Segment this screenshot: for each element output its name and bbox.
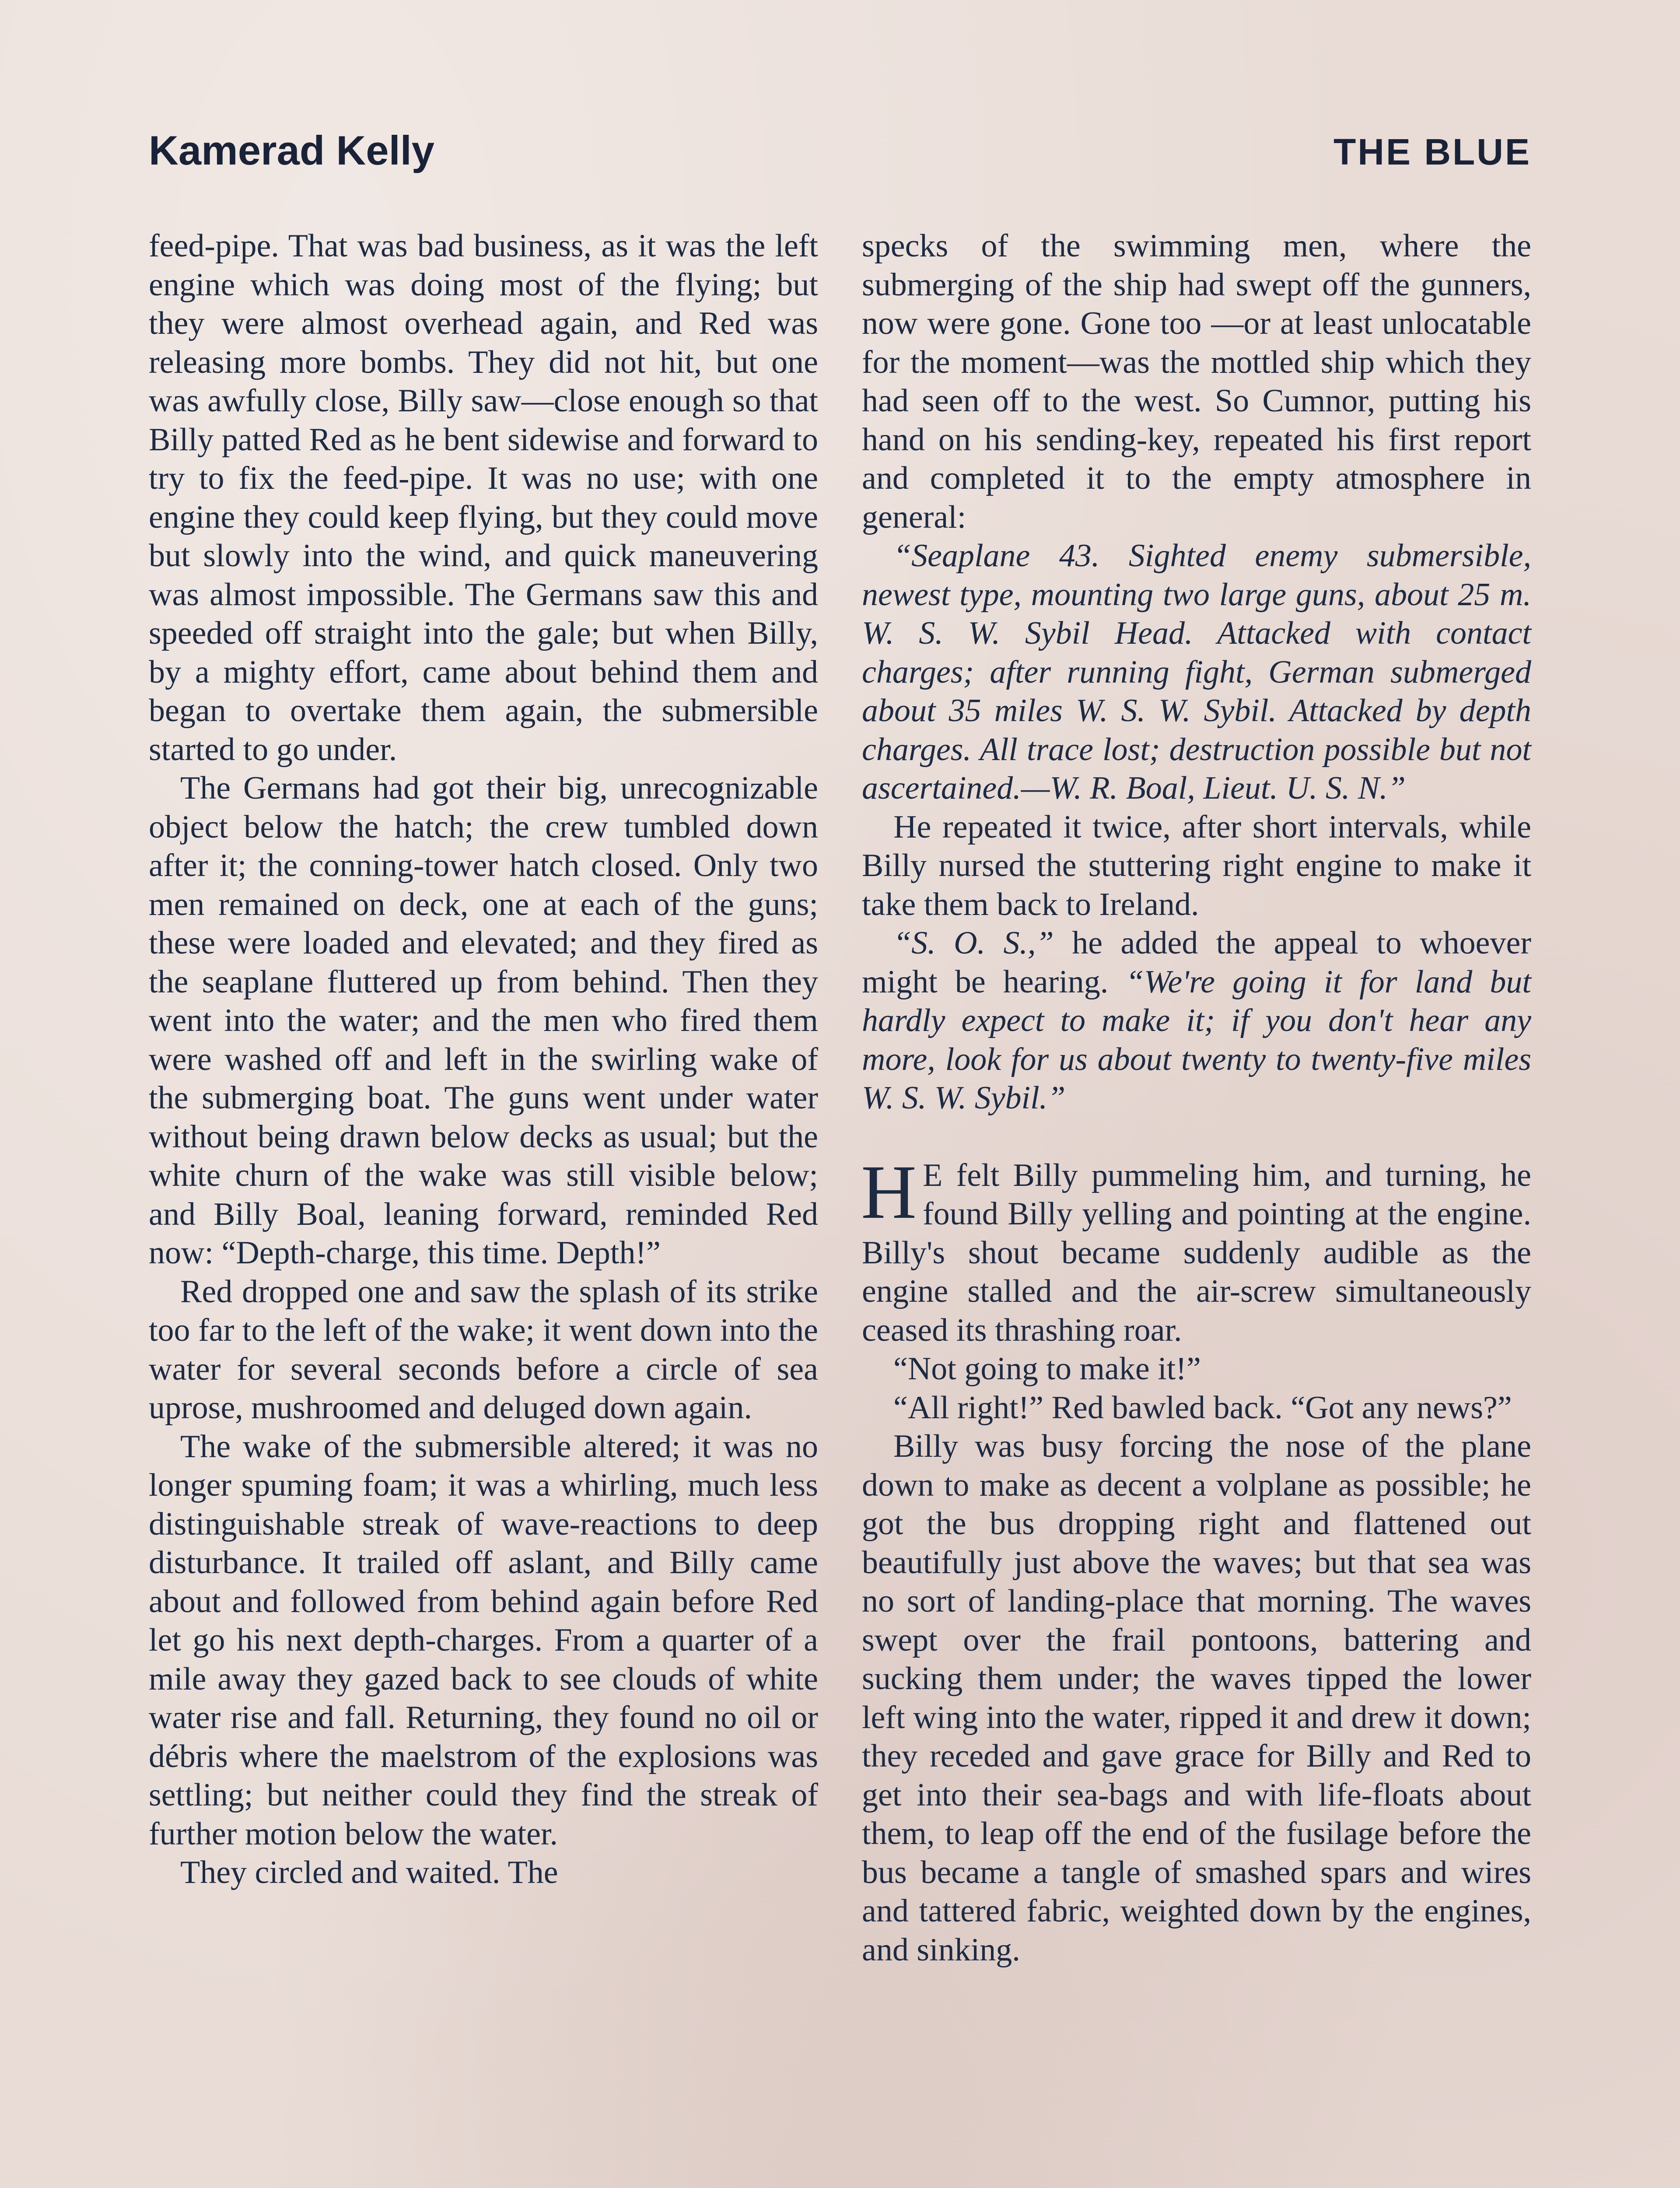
drop-cap: H xyxy=(861,1149,917,1235)
paragraph xyxy=(862,924,1531,1118)
paragraph: The wake of the submersible altered; it was no longer spuming foam; it was a whirling, much less distinguishable streak of wave-reactions to deep disturbance. It trailed off aslant, and Billy came about and followed from behind again before Red let go his next depth-charges. From a quarter of a mile away they gazed back to see clouds of white water rise and fall. Returning, they found no oil or débris where the maelstrom of the explosions was settling; but neither could they find the streak of further motion below the water. xyxy=(149,1428,818,1852)
paragraph: Red dropped one and saw the splash of its strike too far to the left of the wake; it went down into the water for several seconds before a circle of sea uprose, mushroomed and deluged down again. xyxy=(149,1273,818,1426)
story-title: Kamerad Kelly xyxy=(149,127,435,173)
paragraph: “All right!” Red bawled back. “Got any news?” xyxy=(893,1389,1512,1426)
sos-message: “We're going it for land but hardly expect to make it; if you don't hear any more, look for us about twenty to twenty-five miles W. S. W. Sybil.” xyxy=(862,964,1531,1116)
section-opening-text: E felt Billy pummeling him, and turning, he found Billy yelling and pointing at the engine. Billy's shout became suddenly audible as the engine stalled and the air-screw simultaneously ceased its thrashing roar. xyxy=(862,1157,1531,1348)
paragraph: The Germans had got their big, unrecognizable object below the hatch; the crew tumbled down after it; the conning-tower hatch closed. Only two men remained on deck, one at each of the guns; these were loaded and elevated; and they fired as the seaplane fluttered up from behind. Then they went into the water; and the men who fired them were washed off and left in the swirling wake of the submerging boat. The guns went under water without being drawn below decks as usual; but the white churn of the wake was still visible below; and Billy Boal, leaning forward, reminded Red now: “Depth-charge, this time. Depth!” xyxy=(149,770,818,1271)
section-opening xyxy=(861,1149,1531,1350)
paragraph: Billy was busy forcing the nose of the plane down to make as decent a volplane as possible; he got the bus dropping right and flattened out beautifully just above the waves; but that sea was no sort of landing-place that morning. The waves swept over the frail pontoons, battering and sucking them under; the waves tipped the lower left wing into the water, ripped it and drew it down; they receded and gave grace for Billy and Red to get into their sea-bags and with life-floats about them, to leap off the end of the fusilage before the bus became a tangle of smashed spars and wires and tattered fabric, weighted down by the engines, and sinking. xyxy=(862,1428,1531,1968)
magazine-name: THE BLUE xyxy=(1334,131,1531,172)
radio-message-text: “Seaplane 43. Sighted enemy submersible, newest type, mounting two large guns, about 25 m. W. S. W. Sybil Head. Attacked with contact charges; after running fight, German submerged about 35 miles W. S. W. Sybil. Attacked by depth charges. All trace lost; destruction possible but not ascertained.—W. R. Boal, Lieut. U. S. N.” xyxy=(862,538,1531,806)
paragraph: feed-pipe. That was bad business, as it was the left engine which was doing most of the flying; but they were almost overhead again, and Red was releasing more bombs. They did not hit, but one was awfully close, Billy saw—close enough so that Billy patted Red as he bent sidewise and forward to try to fix the feed-pipe. It was no use; with one engine they could keep flying, but they could move but slowly into the wind, and quick maneuvering was almost impossible. The Germans saw this and speeded off straight into the gale; but when Billy, by a mighty effort, came about behind them and began to overtake them again, the submersible started to go under. xyxy=(149,228,818,768)
left-column xyxy=(149,227,818,1892)
sos-appeal: he added the appeal to whoever might be hearing. xyxy=(862,925,1531,1000)
paragraph: They circled and waited. The xyxy=(180,1855,558,1890)
running-header xyxy=(149,127,1531,184)
paragraph: He repeated it twice, after short intervals, while Billy nursed the stuttering right engine to make it take them back to Ireland. xyxy=(862,809,1531,922)
sos-text: “S. O. S.,” xyxy=(893,925,1054,961)
right-column xyxy=(862,227,1531,1969)
paragraph: “Not going to make it!” xyxy=(893,1351,1201,1387)
paragraph: specks of the swimming men, where the submerging of the ship had swept off the gunners, now were gone. Gone too —or at least unlocatable for the moment—was the mottled ship which they had seen off to the west. So Cumnor, putting his hand on his sending-key, repeated his first report and completed it to the empty atmosphere in general: xyxy=(862,228,1531,535)
radio-message xyxy=(862,536,1531,808)
